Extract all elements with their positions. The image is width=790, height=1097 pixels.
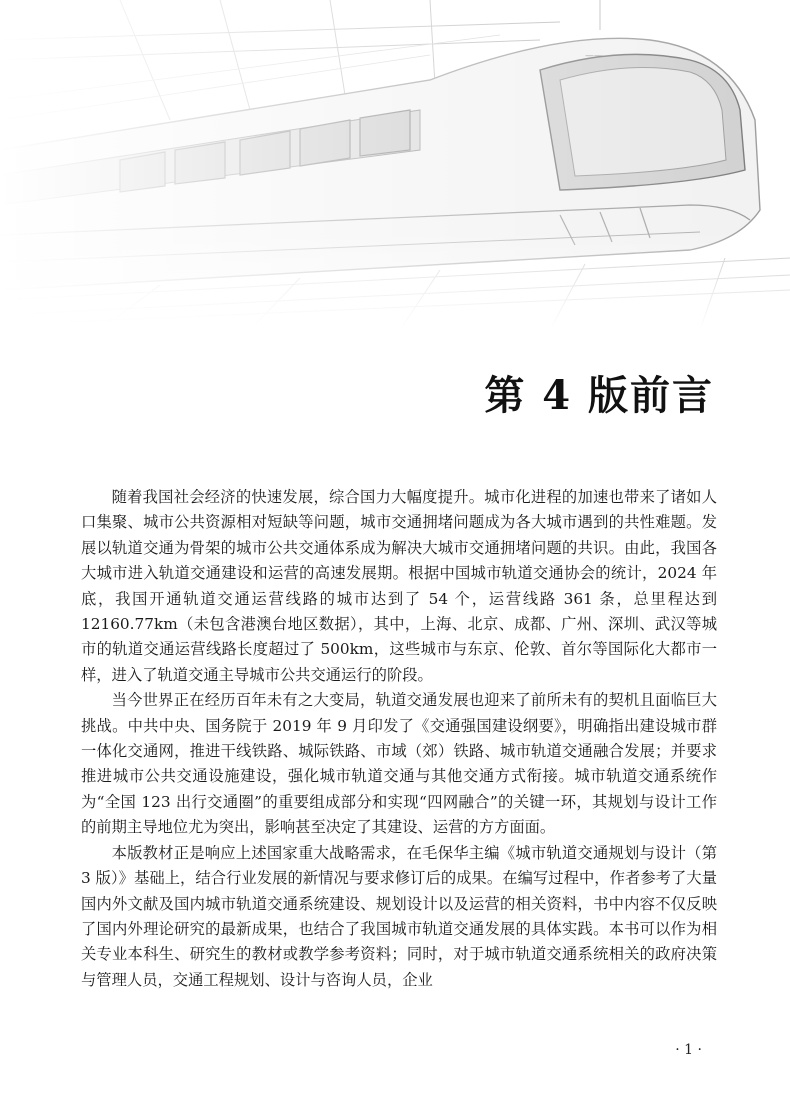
paragraph: 随着我国社会经济的快速发展，综合国力大幅度提升。城市化进程的加速也带来了诸如人口集聚、城市公共资源相对短缺等问题，城市交通拥堵问题成为各大城市遇到的共性难题。发展以轨道交通为骨架的城市公共交通体系成为解决大城市交通拥堵问题的共识。由此，我国各大城市进入轨道交通建设和运营的高速发展期。根据中国城市轨道交通协会的统计，2024 年底，我国开通轨道交通运营线路的城市达到了 54 个，运营线路 361 条，总里程达到 12160.77km（未包含港澳台地区数据），其中，上海、北京、成都、广州、深圳、武汉等城市的轨道交通运营线路长度超过了 500km，这些城市与东京、伦敦、首尔等国际化大都市一样，进入了轨道交通主导城市公共交通运行的阶段。 [81,488,717,684]
train-sketch-icon [0,0,790,330]
page-title: 第 4 版前言 [484,372,714,419]
paragraph: 本版教材正是响应上述国家重大战略需求，在毛保华主编《城市轨道交通规划与设计（第 3 版）》基础上，结合行业发展的新情况与要求修订后的成果。在编写过程中，作者参考了大量国内外文献及国内城市轨道交通系统建设、规划设计以及运营的相关资料，书中内容不仅反映了国内外理论研究的最新成果，也结合了我国城市轨道交通发展的具体实践。本书可以作为相关专业本科生、研究生的教材或教学参考资料；同时，对于城市轨道交通系统相关的政府决策与管理人员，交通工程规划、设计与咨询人员，企业 [81,843,717,989]
page-number: · 1 · [675,1042,702,1058]
body-text [81,485,717,993]
paragraph: 当今世界正在经历百年未有之大变局，轨道交通发展也迎来了前所未有的契机且面临巨大挑战。中共中央、国务院于 2019 年 9 月印发了《交通强国建设纲要》，明确指出建设城市群一体化交通网，推进干线铁路、城际铁路、市域（郊）铁路、城市轨道交通融合发展；并要求推进城市公共交通设施建设，强化城市轨道交通与其他交通方式衔接。城市轨道交通系统作为“全国 123 出行交通圈”的重要组成部分和实现“四网融合”的关键一环，其规划与设计工作的前期主导地位尤为突出，影响甚至决定了其建设、运营的方方面面。 [81,691,717,837]
